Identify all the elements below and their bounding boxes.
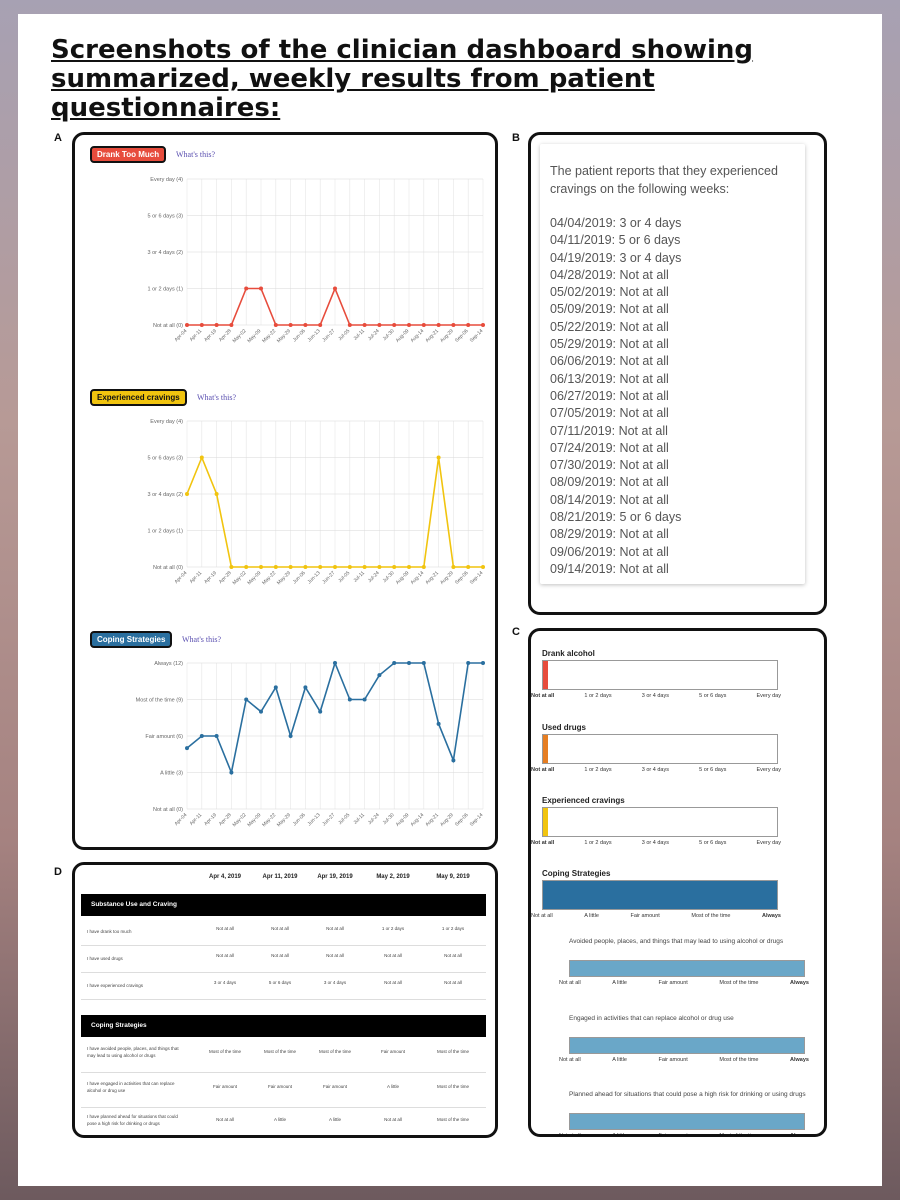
scale-labels bbox=[531, 767, 781, 773]
y-tick-label: Always (12) bbox=[154, 661, 183, 667]
data-point bbox=[466, 323, 470, 327]
scale-label: 3 or 4 days bbox=[641, 693, 669, 699]
data-point bbox=[303, 323, 307, 327]
x-tick-label: Jul-30 bbox=[381, 328, 396, 343]
table-cell: Not at all bbox=[216, 1117, 234, 1122]
summary-bar-fill bbox=[543, 881, 777, 909]
panel-label-b: B bbox=[512, 132, 520, 144]
table-column-header: Apr 19, 2019 bbox=[317, 874, 353, 880]
table-cell: Not at all bbox=[326, 953, 344, 958]
data-point bbox=[333, 565, 337, 569]
x-tick-label: May-29 bbox=[275, 812, 293, 829]
table-column-header: May 9, 2019 bbox=[436, 874, 470, 880]
cravings-week-list bbox=[550, 215, 681, 578]
data-point bbox=[407, 565, 411, 569]
experienced-cravings-tag[interactable]: Experienced cravings bbox=[90, 389, 187, 406]
scale-labels bbox=[531, 913, 781, 919]
table-cell: 1 or 2 days bbox=[441, 926, 465, 931]
data-point bbox=[259, 565, 263, 569]
summary-bar bbox=[542, 807, 778, 837]
data-point bbox=[466, 565, 470, 569]
data-point bbox=[481, 661, 485, 665]
data-point bbox=[377, 673, 381, 677]
x-tick-label: Aug-14 bbox=[409, 570, 426, 586]
cravings-week-entry: 07/24/2019: Not at all bbox=[550, 440, 669, 455]
x-tick-label: Apr-19 bbox=[203, 570, 219, 586]
table-cell: Not at all bbox=[271, 953, 289, 958]
data-point bbox=[407, 661, 411, 665]
scale-label: Fair amount bbox=[630, 913, 660, 919]
x-tick-label: Sep-06 bbox=[453, 812, 470, 828]
coping-strategies-tag[interactable]: Coping Strategies bbox=[90, 631, 172, 648]
table-cell: Most of the time bbox=[208, 1049, 241, 1054]
heading-line-1: Screenshots of the clinician dashboard showing bbox=[51, 35, 754, 65]
table-cell: Not at all bbox=[384, 953, 402, 958]
data-point bbox=[229, 771, 233, 775]
data-point bbox=[437, 456, 441, 460]
data-point bbox=[318, 710, 322, 714]
table-cell: Not at all bbox=[326, 926, 344, 931]
y-tick-label: Not at all (0) bbox=[153, 565, 183, 571]
data-point bbox=[215, 492, 219, 496]
data-point bbox=[437, 722, 441, 726]
x-tick-label: Apr-11 bbox=[188, 812, 204, 827]
scale-label: Most of the time bbox=[719, 1057, 759, 1063]
data-point bbox=[451, 565, 455, 569]
x-tick-label: Aug-29 bbox=[439, 570, 455, 586]
panel-c-summary-bars bbox=[528, 628, 827, 1137]
scale-label: Fair amount bbox=[658, 980, 688, 986]
data-point bbox=[392, 323, 396, 327]
x-tick-label: Jun-06 bbox=[291, 328, 307, 344]
table-cell: Not at all bbox=[444, 953, 462, 958]
x-tick-label: Sep-14 bbox=[468, 812, 485, 828]
cravings-week-entry: 07/11/2019: Not at all bbox=[550, 423, 668, 438]
coping-statement-bar-fill bbox=[570, 961, 804, 976]
data-point bbox=[303, 565, 307, 569]
scale-label: Not at all bbox=[531, 840, 555, 846]
cravings-week-entry: 04/11/2019: 5 or 6 days bbox=[550, 233, 681, 248]
panel-a-line-charts bbox=[72, 132, 498, 850]
cravings-week-entry: 09/14/2019: Not at all bbox=[550, 561, 669, 576]
scale-label: Fair amount bbox=[658, 1057, 688, 1063]
data-point bbox=[229, 565, 233, 569]
data-point bbox=[274, 565, 278, 569]
x-tick-label: Jun-27 bbox=[321, 812, 337, 828]
x-tick-label: Aug-09 bbox=[394, 570, 411, 586]
table-column-header: Apr 4, 2019 bbox=[208, 874, 242, 880]
x-tick-label: Aug-29 bbox=[439, 328, 455, 344]
y-tick-label: Not at all (0) bbox=[153, 807, 183, 813]
table-row-label: I have used drugs bbox=[87, 956, 123, 961]
data-point bbox=[185, 746, 189, 750]
whats-this-link-drank[interactable]: What's this? bbox=[176, 150, 215, 159]
table-cell: Fair amount bbox=[322, 1084, 347, 1089]
x-tick-label: Jul-24 bbox=[366, 328, 381, 343]
table-cell: Fair amount bbox=[380, 1049, 405, 1054]
x-tick-label: Sep-14 bbox=[468, 570, 485, 586]
data-point bbox=[289, 565, 293, 569]
y-tick-label: A little (3) bbox=[160, 770, 183, 777]
scale-label: Every day bbox=[756, 693, 781, 699]
table-cell: A little bbox=[386, 1084, 399, 1089]
section-title: Coping Strategies bbox=[91, 1022, 147, 1029]
cravings-week-entry: 07/30/2019: Not at all bbox=[550, 458, 669, 473]
panel-label-c: C bbox=[512, 626, 520, 638]
x-tick-label: Aug-14 bbox=[409, 328, 426, 344]
data-point bbox=[348, 698, 352, 702]
data-point bbox=[274, 323, 278, 327]
row-divider bbox=[81, 999, 486, 1000]
data-point bbox=[185, 492, 189, 496]
x-tick-label: May-02 bbox=[231, 570, 248, 587]
x-tick-label: Sep-06 bbox=[453, 570, 470, 586]
experienced-cravings-chart bbox=[75, 407, 495, 602]
x-tick-label: May-29 bbox=[275, 570, 293, 587]
x-tick-label: May-02 bbox=[231, 812, 248, 829]
y-tick-label: Not at all (0) bbox=[153, 323, 183, 329]
cravings-summary-intro: The patient reports that they experienced cravings on the following weeks: bbox=[550, 164, 778, 196]
panel-label-a: A bbox=[54, 132, 62, 144]
scale-labels bbox=[559, 1133, 809, 1137]
table-cell: 1 or 2 days bbox=[381, 926, 405, 931]
cravings-week-entry: 06/06/2019: Not at all bbox=[550, 354, 669, 369]
row-divider bbox=[81, 972, 486, 973]
cravings-week-entry: 06/13/2019: Not at all bbox=[550, 371, 669, 386]
section-title: Substance Use and Craving bbox=[91, 901, 177, 908]
data-point bbox=[244, 565, 248, 569]
scale-label: 3 or 4 days bbox=[641, 840, 669, 846]
table-cell: A little bbox=[328, 1117, 341, 1122]
data-point bbox=[200, 734, 204, 738]
table-cell: 3 or 4 days bbox=[323, 980, 347, 985]
x-tick-label: Aug-21 bbox=[424, 812, 441, 828]
whats-this-link-cravings[interactable]: What's this? bbox=[197, 393, 236, 402]
coping-strategies-chart bbox=[75, 649, 495, 844]
scale-label: 5 or 6 days bbox=[699, 767, 727, 773]
data-point bbox=[244, 287, 248, 291]
y-tick-label: 5 or 6 days (3) bbox=[147, 455, 183, 462]
x-tick-label: Apr-04 bbox=[173, 570, 189, 586]
table-column-header: Apr 11, 2019 bbox=[262, 874, 298, 880]
x-tick-label: Jul-05 bbox=[337, 570, 352, 585]
data-point bbox=[318, 565, 322, 569]
scale-label: Not at all bbox=[559, 1133, 581, 1137]
y-tick-label: Fair amount (6) bbox=[145, 734, 183, 740]
x-tick-label: Aug-21 bbox=[424, 328, 441, 344]
x-tick-label: Jul-05 bbox=[337, 812, 352, 827]
drank-too-much-tag[interactable]: Drank Too Much bbox=[90, 146, 166, 163]
data-point bbox=[200, 323, 204, 327]
table-cell: Not at all bbox=[444, 980, 462, 985]
scale-label: Always bbox=[762, 913, 781, 919]
x-tick-label: May-02 bbox=[231, 328, 248, 345]
data-point bbox=[229, 323, 233, 327]
x-tick-label: Jul-05 bbox=[337, 328, 352, 343]
x-tick-label: Jul-30 bbox=[381, 812, 396, 827]
x-tick-label: Sep-14 bbox=[468, 328, 485, 344]
data-point bbox=[348, 323, 352, 327]
cravings-week-entry: 08/21/2019: 5 or 6 days bbox=[550, 510, 682, 525]
data-point bbox=[303, 685, 307, 689]
cravings-week-entry: 08/29/2019: Not at all bbox=[550, 527, 669, 542]
cravings-week-entry: 05/09/2019: Not at all bbox=[550, 302, 669, 317]
data-point bbox=[200, 456, 204, 460]
cravings-week-entry: 04/04/2019: 3 or 4 days bbox=[550, 216, 682, 230]
figure-sheet bbox=[18, 14, 882, 1186]
summary-bar-fill bbox=[543, 661, 548, 689]
scale-label: Fair amount bbox=[658, 1133, 688, 1137]
data-point bbox=[422, 661, 426, 665]
x-tick-label: Jun-13 bbox=[306, 328, 322, 344]
scale-label: 5 or 6 days bbox=[699, 840, 727, 846]
summary-bar bbox=[542, 880, 778, 910]
scale-label: Most of the time bbox=[691, 913, 731, 919]
y-tick-label: 3 or 4 days (2) bbox=[147, 250, 183, 256]
scale-label: Always bbox=[790, 1133, 809, 1137]
x-tick-label: Jul-24 bbox=[366, 570, 381, 585]
data-point bbox=[289, 323, 293, 327]
x-tick-label: Sep-06 bbox=[453, 328, 470, 344]
data-point bbox=[363, 323, 367, 327]
scale-label: Always bbox=[790, 980, 809, 986]
row-divider bbox=[81, 1107, 486, 1108]
panel-d-weekly-table bbox=[72, 862, 498, 1138]
summary-title: Coping Strategies bbox=[542, 869, 611, 878]
x-tick-label: Jun-27 bbox=[321, 570, 337, 586]
data-point bbox=[451, 758, 455, 762]
y-tick-label: 1 or 2 days (1) bbox=[147, 286, 183, 293]
drank-too-much-chart bbox=[75, 165, 495, 360]
scale-label: A little bbox=[612, 1057, 627, 1063]
y-tick-label: 3 or 4 days (2) bbox=[147, 492, 183, 498]
cravings-week-entry: 09/06/2019: Not at all bbox=[550, 544, 669, 559]
x-tick-label: Apr-19 bbox=[203, 328, 219, 344]
scale-label: A little bbox=[612, 1133, 627, 1137]
table-cell: 5 or 6 days bbox=[268, 980, 292, 985]
table-cell: Most of the time bbox=[263, 1049, 296, 1054]
data-point bbox=[466, 661, 470, 665]
panel-label-d: D bbox=[54, 866, 62, 878]
cravings-summary-card bbox=[540, 144, 805, 584]
scale-label: Not at all bbox=[559, 980, 581, 986]
data-point bbox=[363, 698, 367, 702]
summary-bar bbox=[542, 660, 778, 690]
table-cell: Not at all bbox=[384, 980, 402, 985]
table-cell: Fair amount bbox=[267, 1084, 292, 1089]
cravings-week-entry: 08/09/2019: Not at all bbox=[550, 475, 669, 490]
table-cell: A little bbox=[273, 1117, 286, 1122]
table-cell: Not at all bbox=[271, 926, 289, 931]
data-point bbox=[392, 661, 396, 665]
scale-label: Every day bbox=[756, 840, 781, 846]
x-tick-label: May-22 bbox=[261, 570, 278, 587]
x-tick-label: Apr-11 bbox=[188, 570, 204, 585]
cravings-week-entry: 07/05/2019: Not at all bbox=[550, 406, 669, 421]
table-cell: Not at all bbox=[216, 926, 234, 931]
data-point bbox=[215, 323, 219, 327]
data-point bbox=[333, 661, 337, 665]
table-cell: 3 or 4 days bbox=[213, 980, 237, 985]
scale-labels bbox=[531, 693, 781, 699]
coping-statement-bar bbox=[569, 1037, 805, 1054]
table-cell: Most of the time bbox=[436, 1049, 469, 1054]
panel-b-cravings-summary bbox=[528, 132, 827, 615]
x-tick-label: Apr-28 bbox=[217, 812, 233, 828]
table-cell: Not at all bbox=[216, 953, 234, 958]
table-cell: Fair amount bbox=[212, 1084, 237, 1089]
figure-heading bbox=[51, 36, 871, 123]
cravings-week-entry: 05/29/2019: Not at all bbox=[550, 337, 669, 352]
summary-bar-fill bbox=[543, 735, 548, 763]
coping-statement-bar-fill bbox=[570, 1038, 804, 1053]
data-point bbox=[481, 323, 485, 327]
table-row-label: I have planned ahead for situations that could pose a high risk for drinking or drugs bbox=[87, 1114, 178, 1126]
data-point bbox=[215, 734, 219, 738]
scale-labels bbox=[559, 1057, 809, 1063]
scale-label: Not at all bbox=[531, 913, 553, 919]
table-cell: Most of the time bbox=[436, 1117, 469, 1122]
x-tick-label: Aug-09 bbox=[394, 328, 411, 344]
x-tick-label: Aug-21 bbox=[424, 570, 441, 586]
row-divider bbox=[81, 1072, 486, 1073]
y-tick-label: Every day (4) bbox=[150, 419, 183, 425]
x-tick-label: Apr-28 bbox=[217, 328, 233, 344]
section-header-coping bbox=[81, 1015, 486, 1037]
x-tick-label: Jun-13 bbox=[306, 812, 322, 828]
x-tick-label: Aug-14 bbox=[409, 812, 426, 828]
section-header-substance bbox=[81, 894, 486, 916]
x-tick-label: Jun-27 bbox=[321, 328, 337, 344]
data-point bbox=[451, 323, 455, 327]
scale-label: 1 or 2 days bbox=[584, 693, 612, 699]
x-tick-label: Jul-24 bbox=[366, 812, 381, 827]
scale-label: Not at all bbox=[531, 693, 555, 699]
y-tick-label: Every day (4) bbox=[150, 177, 183, 183]
x-tick-label: Apr-04 bbox=[173, 812, 189, 828]
x-tick-label: Aug-09 bbox=[394, 812, 411, 828]
cravings-week-entry: 05/02/2019: Not at all bbox=[550, 285, 669, 300]
data-point bbox=[377, 323, 381, 327]
data-point bbox=[333, 287, 337, 291]
x-tick-label: Jul-11 bbox=[352, 812, 367, 826]
scale-label: A little bbox=[584, 913, 599, 919]
data-point bbox=[377, 565, 381, 569]
scale-label: 1 or 2 days bbox=[584, 840, 612, 846]
data-point bbox=[289, 734, 293, 738]
scale-label: Most of the time bbox=[719, 1133, 759, 1137]
scale-label: A little bbox=[612, 980, 627, 986]
data-point bbox=[437, 323, 441, 327]
table-column-header: May 2, 2019 bbox=[376, 874, 410, 880]
data-point bbox=[407, 323, 411, 327]
data-point bbox=[392, 565, 396, 569]
table-row-label: I have engaged in activities that can replace alcohol or drug use bbox=[87, 1081, 175, 1093]
summary-title: Drank alcohol bbox=[542, 649, 595, 658]
scale-label: 1 or 2 days bbox=[584, 767, 612, 773]
x-tick-label: May-09 bbox=[246, 570, 263, 587]
x-tick-label: Jul-30 bbox=[381, 570, 396, 585]
scale-labels bbox=[559, 980, 809, 986]
table-row-label: I have avoided people, places, and things that may lead to using alcohol or drugs bbox=[87, 1046, 179, 1058]
scale-labels bbox=[531, 840, 781, 846]
data-point bbox=[422, 323, 426, 327]
cravings-week-entry: 05/22/2019: Not at all bbox=[550, 319, 669, 334]
whats-this-link-coping[interactable]: What's this? bbox=[182, 635, 221, 644]
data-point bbox=[422, 565, 426, 569]
coping-statement: Avoided people, places, and things that may lead to using alcohol or drugs bbox=[569, 938, 784, 945]
x-tick-label: May-22 bbox=[261, 812, 278, 829]
x-tick-label: Apr-28 bbox=[217, 570, 233, 586]
coping-statement-bar bbox=[569, 960, 805, 977]
y-tick-label: 5 or 6 days (3) bbox=[147, 213, 183, 220]
data-point bbox=[259, 710, 263, 714]
x-tick-label: Apr-04 bbox=[173, 328, 189, 344]
scale-label: Every day bbox=[756, 767, 781, 773]
heading-line-2: summarized, weekly results from patient questionnaires: bbox=[51, 64, 655, 123]
cravings-week-entry: 04/28/2019: Not at all bbox=[550, 267, 669, 282]
x-tick-label: May-09 bbox=[246, 812, 263, 829]
cravings-week-entry: 04/19/2019: 3 or 4 days bbox=[550, 250, 682, 265]
x-tick-label: May-09 bbox=[246, 328, 263, 345]
table-cell: Most of the time bbox=[318, 1049, 351, 1054]
data-point bbox=[318, 323, 322, 327]
x-tick-label: May-29 bbox=[275, 328, 293, 345]
scale-label: 3 or 4 days bbox=[641, 767, 669, 773]
data-point bbox=[348, 565, 352, 569]
scale-label: 5 or 6 days bbox=[699, 693, 727, 699]
scale-label: Not at all bbox=[531, 767, 555, 773]
summary-bar bbox=[542, 734, 778, 764]
cravings-week-entry: 08/14/2019: Not at all bbox=[550, 492, 669, 507]
summary-bar-fill bbox=[543, 808, 548, 836]
table-row-label: I have experienced cravings bbox=[87, 983, 144, 988]
table-cell: Most of the time bbox=[436, 1084, 469, 1089]
coping-statement-bar bbox=[569, 1113, 805, 1130]
scale-label: Always bbox=[790, 1057, 809, 1063]
scale-label: Most of the time bbox=[719, 980, 759, 986]
x-tick-label: Jul-11 bbox=[352, 328, 367, 342]
x-tick-label: Aug-29 bbox=[439, 812, 455, 828]
x-tick-label: Jul-11 bbox=[352, 570, 367, 584]
y-tick-label: 1 or 2 days (1) bbox=[147, 528, 183, 535]
coping-statement: Engaged in activities that can replace alcohol or drug use bbox=[569, 1015, 734, 1022]
x-tick-label: Jun-06 bbox=[291, 812, 307, 828]
y-tick-label: Most of the time (9) bbox=[135, 697, 183, 704]
summary-title: Used drugs bbox=[542, 723, 587, 732]
scale-label: Not at all bbox=[559, 1057, 581, 1063]
x-tick-label: May-22 bbox=[261, 328, 278, 345]
x-tick-label: Jun-13 bbox=[306, 570, 322, 586]
table-cell: Not at all bbox=[384, 1117, 402, 1122]
cravings-week-entry: 06/27/2019: Not at all bbox=[550, 388, 669, 403]
coping-statement-bar-fill bbox=[570, 1114, 804, 1129]
summary-title: Experienced cravings bbox=[542, 796, 625, 805]
data-point bbox=[274, 685, 278, 689]
x-tick-label: Jun-06 bbox=[291, 570, 307, 586]
table-row-label: I have drank too much bbox=[87, 929, 132, 934]
coping-statement: Planned ahead for situations that could pose a high risk for drinking or using drugs bbox=[569, 1091, 806, 1098]
x-tick-label: Apr-11 bbox=[188, 328, 204, 343]
data-point bbox=[363, 565, 367, 569]
row-divider bbox=[81, 945, 486, 946]
x-tick-label: Apr-19 bbox=[203, 812, 219, 828]
data-point bbox=[185, 323, 189, 327]
data-point bbox=[481, 565, 485, 569]
data-point bbox=[259, 287, 263, 291]
data-point bbox=[244, 698, 248, 702]
